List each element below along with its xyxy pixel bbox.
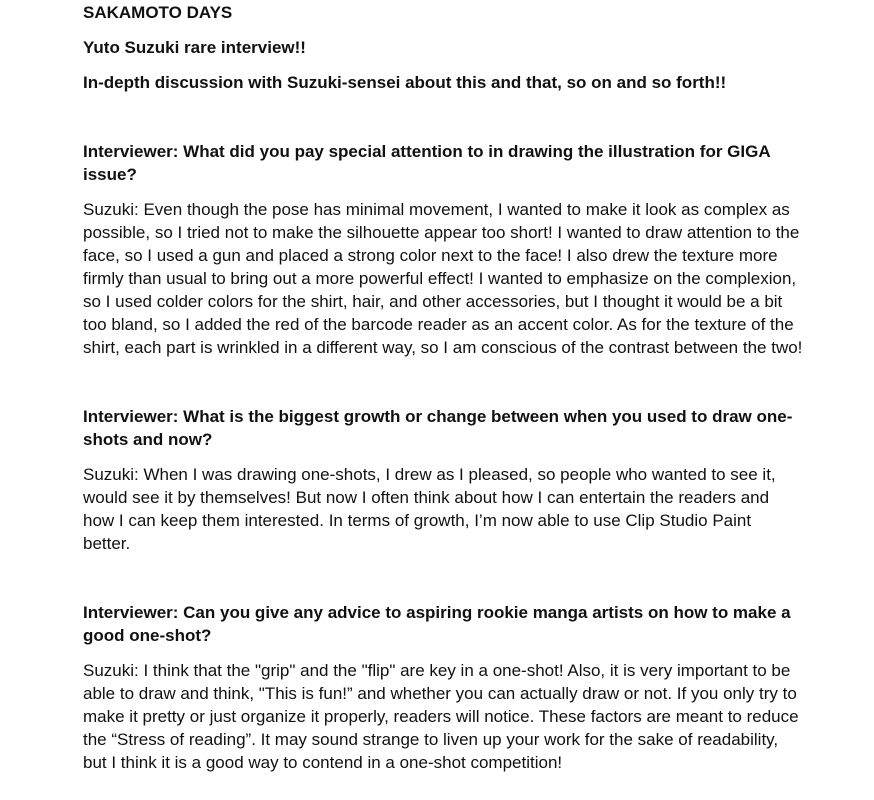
document-title: SAKAMOTO DAYS bbox=[83, 3, 233, 22]
interview-question: Interviewer: What did you pay special attention to in drawing the illustration for GIGA issue? bbox=[83, 142, 770, 184]
interview-question: Interviewer: What is the biggest growth or change between when you used to draw one-shots and now? bbox=[83, 407, 793, 449]
qa-block bbox=[83, 140, 803, 359]
interview-answer: Suzuki: When I was drawing one-shots, I drew as I pleased, so people who wanted to see it, would see it by themselves! But now I often think about how I can entertain the readers and how I can keep them interested. In terms of growth, I’m now able to use Clip Studio Paint better. bbox=[83, 465, 776, 553]
document-page bbox=[83, 0, 803, 774]
document-lead: In-depth discussion with Suzuki-sensei about this and that, so on and so forth!! bbox=[83, 73, 727, 92]
document-subtitle: Yuto Suzuki rare interview!! bbox=[83, 38, 306, 57]
interview-answer: Suzuki: I think that the "grip" and the "flip" are key in a one-shot! Also, it is very important to be able to draw and think, "This is fun!” and whether you can actually draw or not. If you only try to make it pretty or just organize it properly, readers will notice. These factors are meant to reduce the “Stress of reading”. It may sound strange to liven up your work for the sake of readability, but I think it is a good way to contend in a one-shot competition! bbox=[83, 661, 799, 772]
qa-block bbox=[83, 405, 803, 555]
qa-block bbox=[83, 601, 803, 774]
interview-question: Interviewer: Can you give any advice to aspiring rookie manga artists on how to make a good one-shot? bbox=[83, 603, 791, 645]
interview-answer: Suzuki: Even though the pose has minimal movement, I wanted to make it look as complex as possible, so I tried not to make the silhouette appear too short! I wanted to draw attention to the face, so I used a gun and placed a strong color next to the face! I also drew the texture more firmly than usual to bring out a more powerful effect! I wanted to emphasize on the complexion, so I used colder colors for the shirt, hair, and other accessories, but I thought it would be a bit too bland, so I added the red of the barcode reader as an accent color. As for the texture of the shirt, each part is wrinkled in a different way, so I am conscious of the contrast between the two! bbox=[83, 200, 803, 357]
